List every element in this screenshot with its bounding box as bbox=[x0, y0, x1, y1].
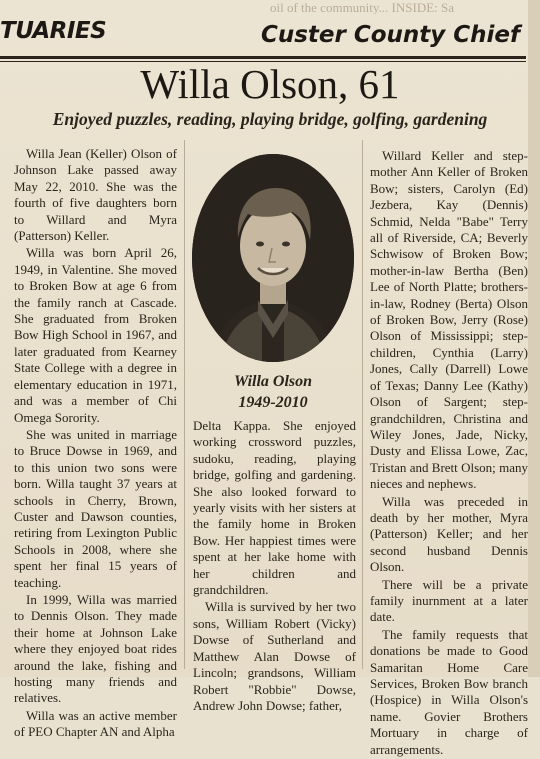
photo-caption-years: 1949-2010 bbox=[238, 394, 308, 411]
column-divider bbox=[362, 140, 363, 669]
paragraph: The family requests that donations be made to Good Samaritan Home Care Services, Broken Bow branch (Hospice) in Willa Olson's name. Govier Brothers Mortuary in charge of arrangements. bbox=[370, 626, 528, 757]
paragraph: Willa was an active member of PEO Chapter AN and Alpha bbox=[14, 707, 177, 740]
photo-caption-name: Willa Olson bbox=[233, 373, 313, 390]
article-column-2 bbox=[193, 418, 356, 715]
page-edge bbox=[528, 0, 540, 677]
paragraph: Willa is survived by her two sons, William Robert (Vicky) Dowse of Sutherland and Matthew Alan Dowse of Lincoln; grandsons, William Robert "Robbie" Dowse, Andrew John Dowse; father, bbox=[193, 599, 356, 713]
portrait-image bbox=[192, 154, 354, 362]
newspaper-name: Custer County Chief bbox=[260, 22, 520, 48]
article-column-1 bbox=[14, 146, 177, 742]
paragraph: Willa Jean (Keller) Olson of Johnson Lake passed away May 22, 2010. She was the fourth of five daughters born to Willard and Myra (Patterson) Keller. bbox=[14, 146, 177, 244]
paragraph: In 1999, Willa was married to Dennis Olson. They made their home at Johnson Lake where they enjoyed boat rides around the lake, fishing and hosting many friends and relatives. bbox=[14, 591, 177, 706]
column-divider bbox=[184, 140, 185, 669]
article-column-3 bbox=[370, 148, 528, 759]
paragraph: She was united in marriage to Bruce Dowse in 1969, and to this union two sons were born. Willa taught 37 years at schools in Cherry, Brown, Custer and Dawson counties, retiring from Lexington Public Schools in 2008, where she spent her final 15 years of teaching. bbox=[14, 426, 177, 590]
subheadline: Enjoyed puzzles, reading, playing bridge, golfing, gardening bbox=[52, 109, 488, 129]
paragraph: Willard Keller and step-mother Ann Keller of Broken Bow; sisters, Carolyn (Ed) Jezbera, Kay (Dennis) Schmid, Nelda "Babe" Terry all of Riverside, CA; Beverly Schwisow of Broken Bow; mother-in-law Bertha (Ben) Lee of North Platte; brothers-in-law, Rodney (Berta) Olson of Broken Bow, Jerry (Rose) Olson of Mississippi; step-children, Cynthia (Larry) Jones, Cally (Darrell) Lowe of Texas; Danny Lee (Kathy) Olson of Sargent; step-grandchildren, Christina and Wiley Jones, Jade, Nicky, Dusty and Elissa Lowe, Zac, Tristan and Brett Olson; many nieces and nephews. bbox=[370, 148, 528, 492]
paragraph: Willa was preceded in death by her mother, Myra (Patterson) Keller; and her second husband Dennis Olson. bbox=[370, 493, 528, 575]
paragraph: Willa was born April 26, 1949, in Valentine. She moved to Broken Bow at age 6 from the family ranch at Cascade. She graduated from Broken Bow High School in 1967, and later graduated from Kearney State College with a degree in elementary education in 1971, and was a member of Chi Omega Sorority. bbox=[14, 245, 177, 425]
ghost-header-text: oil of the community... INSIDE: Sa bbox=[270, 0, 455, 14]
portrait-photo bbox=[192, 154, 354, 362]
paragraph: Delta Kappa. She enjoyed working crossword puzzles, sudoku, reading, playing bridge, golfing and gardening. She also looked forward to yearly visits with her sisters at the family home in Broken Bow. Her happiest times were spent at her lake home with her children and grandchildren. bbox=[193, 418, 356, 598]
paragraph: There will be a private family inurnment at a later date. bbox=[370, 576, 528, 625]
headline: Willa Olson, 61 bbox=[140, 61, 400, 107]
header-rule bbox=[0, 56, 526, 59]
section-label: TUARIES bbox=[0, 18, 107, 44]
